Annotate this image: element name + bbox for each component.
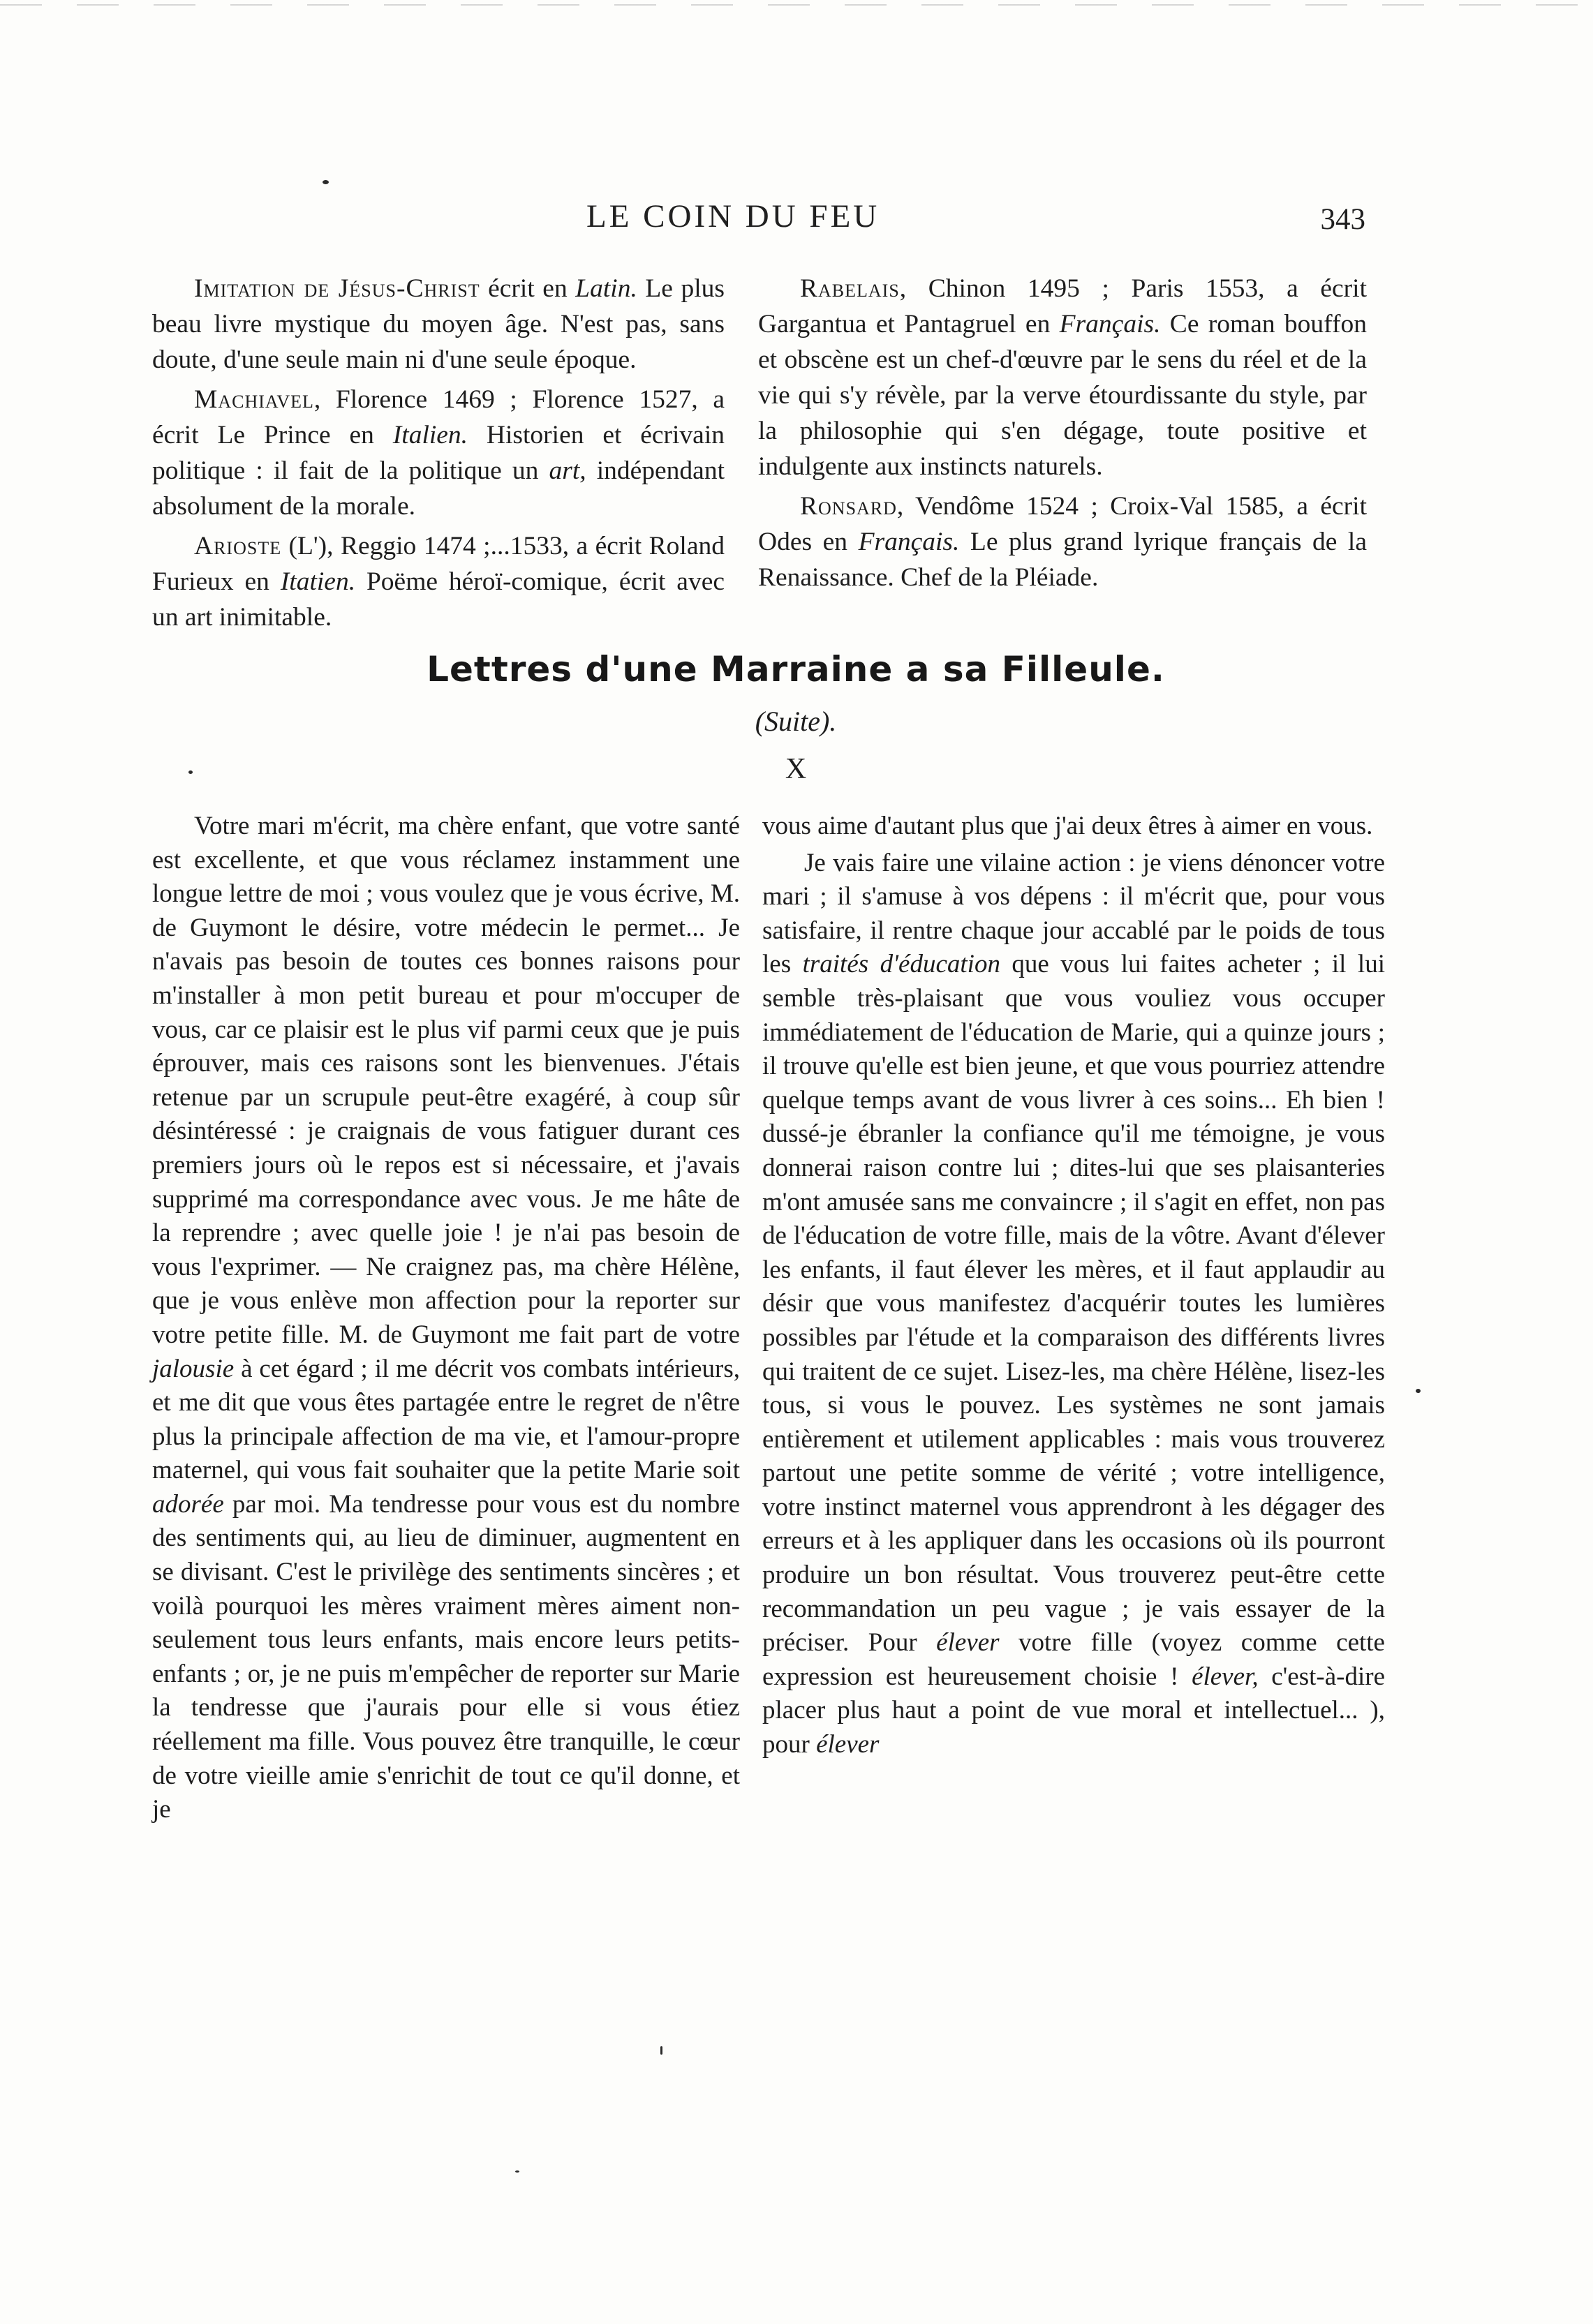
letter-title: Lettres d'une Marraine a sa Filleule.: [427, 649, 1165, 690]
letter-paragraph: Je vais faire une vilaine action : je viens dénoncer votre mari ; il s'amuse à vos dépens : il m'écrit que, pour vous satisfaire, il rentre chaque jour accablé par le poids de tous les traités d'éducation que vous lui faites acheter ; il lui semble très-plaisant que vous vouliez vous occuper immédiatement de l'éducation de Marie, qui a quinze jours ; il trouve qu'elle est bien jeune, et que vous pourriez attendre quelque temps avant de vous livrer à ces soins... Eh bien ! dussé-je ébranler la confiance qu'il me témoigne, je vous donnerai raison contre lui ; dites-lui que ses plaisanteries m'ont amusée sans me convaincre ; il s'agit en effet, non pas de l'éducation de votre fille, mais de la vôtre. Avant d'élever les enfants, il faut élever les mères, et il faut applaudir au désir que vous manifestez d'acquérir toutes les lumières possibles par l'étude et la comparaison des différents livres qui traitent de ce sujet. Lisez-les, ma chère Hélène, lisez-les tous, si vous le pouvez. Les systèmes ne sont jamais entièrement et utilement applicables : mais vous trouverez partout une petite somme de vérité ; votre intelligence, votre instinct maternel vous apprendront à les dégager des erreurs et à les appliquer dans les occasions où ils pourront produire un bon résultat. Vous trouverez peut-être cette recommandation un peu vague ; je vais essayer de la préciser. Pour élever votre fille (voyez comme cette expression est heureusement choisie ! élever, c'est-à-dire placer plus haut a point de vue moral et intellectuel... ), pour élever: [762, 848, 1385, 1759]
scan-edge-marks: [0, 4, 1593, 6]
ink-speck: [188, 770, 193, 774]
entry-rabelais: Rabelais, Chinon 1495 ; Paris 1553, a écrit Gargantua et Pantagruel en Français. Ce roman bouffon et obscène est un chef-d'œuvre par le sens du réel et de la vie qui s'y révèle, par la verve étourdissante du style, par la philosophie qui s'en dégage, toute positive et indulgente aux instincts naturels.: [758, 274, 1367, 481]
entry-name: Machiavel: [194, 385, 314, 414]
letter-column-left: [152, 810, 740, 1830]
entry-name: Ronsard: [800, 492, 897, 521]
ink-speck: [660, 2046, 662, 2055]
entry-name: Rabelais: [800, 274, 900, 303]
entry-name: Arioste: [194, 532, 282, 560]
letter-paragraph-continued: vous aime d'autant plus que j'ai deux êtres à aimer en vous.: [762, 812, 1373, 840]
page-number: 343: [1320, 203, 1365, 236]
letter-number: X: [785, 753, 807, 785]
entry-ronsard: Ronsard, Vendôme 1524 ; Croix-Val 1585, a écrit Odes en Français. Le plus grand lyrique français de la Renaissance. Chef de la Pléiade.: [758, 492, 1367, 592]
entry-name: Imitation de Jésus-Christ: [194, 274, 480, 303]
entry-language: Latin.: [575, 274, 637, 303]
entry-language: Italien.: [392, 421, 468, 449]
letter-paragraph: Votre mari m'écrit, ma chère enfant, que votre santé est excellente, et que vous réclamez instamment une longue lettre de moi ; vous voulez que je vous écrive, M. de Guymont le désire, votre médecin le permet... Je n'avais pas besoin de toutes ces bonnes raisons pour m'installer à mon petit bureau et pour m'occuper de vous, car ce plaisir est le plus vif parmi ceux que je puis éprouver, mais ces raisons sont les bienvenues. J'étais retenue par un scrupule peut-être exagéré, à coup sûr désintéressé : je craignais de vous fatiguer durant ces premiers jours où le repos est si nécessaire, et j'avais supprimé ma correspondance avec vous. Je me hâte de la reprendre ; avec quelle joie ! je n'ai pas besoin de vous l'exprimer. — Ne craignez pas, ma chère Hélène, que je vous enlève mon affection pour la reporter sur votre petite fille. M. de Guymont me fait part de votre jalousie à cet égard ; il me décrit vos combats intérieurs, et me dit que vous êtes partagée entre le regret de n'être plus la principale affection de ma vie, et l'amour-propre maternel, qui vous fait souhaiter que la petite Marie soit adorée par moi. Ma tendresse pour vous est du nombre des sentiments qui, au lieu de diminuer, augmentent en se divisant. C'est le privilège des sentiments sincères ; et voilà pourquoi les mères vraiment mères aiment non-seulement tous leurs enfants, mais encore leurs petits-enfants ; or, je ne puis m'empêcher de reporter sur Marie la tendresse que j'aurais pour elle si vous étiez réellement ma fille. Vous pouvez être tranquille, le cœur de votre vieille amie s'enrichit de tout ce qu'il donne, et je: [152, 812, 740, 1824]
entry-imitation: Imitation de Jésus-Christ écrit en Latin. Le plus beau livre mystique du moyen âge. N'est pas, sans doute, d'une seule main ni d'une seule époque.: [152, 274, 725, 374]
catalogue-column-right: [758, 271, 1367, 599]
ink-speck: [515, 2170, 519, 2173]
letter-subtitle: (Suite).: [755, 706, 837, 737]
entry-language: Français.: [858, 528, 960, 556]
catalogue-column-left: [152, 271, 725, 639]
entry-arioste: Arioste (L'), Reggio 1474 ;...1533, a écrit Roland Furieux en Itatien. Poëme héroï-comique, écrit avec un art inimitable.: [152, 532, 725, 632]
ink-speck: [1416, 1389, 1421, 1393]
entry-language: Français.: [1059, 310, 1161, 338]
letter-column-right: [762, 810, 1385, 1765]
ink-speck: [323, 180, 329, 184]
entry-language: Itatien.: [280, 567, 356, 596]
running-head: LE COIN DU FEU: [586, 198, 880, 234]
entry-machiavel: Machiavel, Florence 1469 ; Florence 1527, a écrit Le Prince en Italien. Historien et écrivain politique : il fait de la politique un art, indépendant absolument de la morale.: [152, 385, 725, 521]
